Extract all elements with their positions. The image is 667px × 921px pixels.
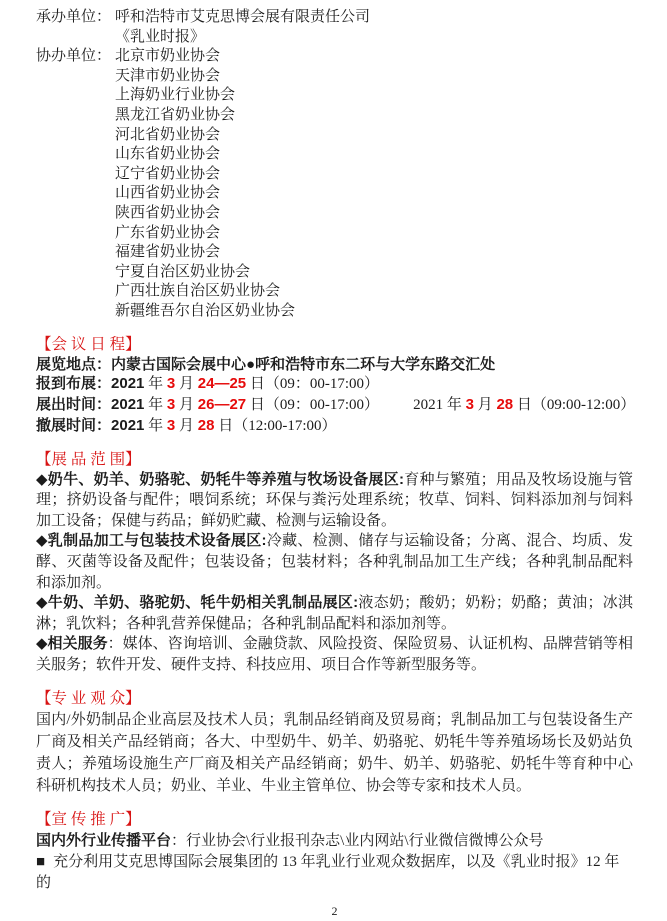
exhibit-item-body: ：媒体、咨询培训、金融贷款、风险投资、保险贸易、认证机构、品牌营销等相关服务；软件开发、硬件支持、科技应用、项目合作等新型服务等。 (36, 636, 633, 674)
venue-label: 展览地点： (36, 355, 112, 373)
date-year: 2021 (111, 416, 145, 434)
venue-text: 内蒙古国际会展中心●呼和浩特市东二环与大学东路交汇处 (111, 355, 496, 373)
audience-body: 国内/外奶制品企业高层及技术人员；乳制品经销商及贸易商；乳制品加工与包装设备生产厂商及相关产品经销商；各大、中型奶牛、奶羊、奶骆驼、奶牦牛等养殖场场长及奶站负责人；养殖场设施生产厂商及相关产品经销商；奶牛、奶羊、奶骆驼、奶牦牛等育种中心科研机构技术人员；奶业、羊业、牛业主管单位、协会等专家和技术人员。 (36, 711, 633, 794)
promotion-platform-line (36, 830, 633, 852)
list-item: 宁夏自治区奶业协会 (115, 263, 251, 280)
promotion-bullet-text: 充分利用艾克思博国际会展集团的 13 年乳业行业观众数据库，以及《乳业时报》12 年的 (36, 853, 620, 891)
audience-header: 【专 业 观 众】 (36, 689, 141, 707)
list-item: 北京市奶业协会 (115, 48, 221, 65)
move-in-label: 报到布展： (36, 375, 112, 393)
list-item: 山东省奶业协会 (115, 146, 221, 163)
undertaker-row (36, 8, 633, 47)
date-text: 日（09:00-12:00） (513, 397, 636, 414)
exhibit-item-lead: ◆乳制品加工与包装技术设备展区: (36, 532, 267, 550)
list-item: 广西壮族自治区奶业协会 (115, 283, 281, 300)
date-days: 28 (197, 416, 215, 434)
list-item: 陕西省奶业协会 (115, 204, 221, 221)
exhibit-item-services (36, 634, 633, 675)
date-text: 月 (175, 397, 198, 414)
schedule-row-show-time (36, 395, 636, 416)
undertaker-newspaper: 《乳业时报》 (115, 28, 206, 45)
exhibit-item-processing (36, 531, 633, 593)
schedule-section (36, 335, 636, 437)
promotion-bullet-line (36, 852, 633, 894)
promotion-section (36, 810, 633, 894)
date-text: 年 (144, 417, 167, 434)
date-text: 年 (144, 397, 167, 414)
schedule-section-header: 【会 议 日 程】 (36, 335, 141, 353)
undertaker-values (115, 8, 633, 47)
list-item: 新疆维吾尔自治区奶业协会 (115, 302, 296, 319)
date-text: 月 (473, 397, 497, 414)
list-item: 辽宁省奶业协会 (115, 165, 221, 182)
show-time-label: 展出时间： (36, 396, 112, 414)
list-item: 上海奶业行业协会 (115, 87, 236, 104)
organizers-block (36, 8, 633, 322)
schedule-row-move-out (36, 416, 633, 437)
co-organizer-row (36, 47, 633, 321)
date-days: 28 (496, 396, 514, 414)
exhibit-item-body: 育种与繁殖；用品及牧场设施与管理；挤奶设备与配件；喂饲系统；环保与粪污处理系统；牧草、饲料、饲料添加剂与饲料加工设备；保健与药品；鲜奶贮藏、检测与运输设备。 (36, 471, 633, 529)
exhibit-item-dairy-products (36, 593, 633, 634)
square-bullet-icon: ■ (36, 853, 46, 870)
platform-label: 国内外行业传播平台 (36, 831, 172, 849)
audience-section (36, 689, 633, 797)
date-year: 2021 (111, 396, 145, 414)
exhibit-item-body: 冷藏、检测、储存与运输设备；分离、混合、均质、发酵、灭菌等设备及配件；包装设备；包装材料；各种乳制品加工生产线；各种乳制品配料和添加剂。 (36, 533, 633, 591)
list-item: 广东省奶业协会 (115, 224, 221, 241)
exhibit-item-lead: ◆奶牛、奶羊、奶骆驼、奶牦牛等养殖与牧场设备展区: (36, 470, 404, 488)
list-item: 福建省奶业协会 (115, 244, 221, 261)
date-month: 3 (166, 396, 176, 414)
exhibit-item-livestock (36, 470, 633, 532)
exhibit-scope-section (36, 450, 633, 676)
exhibit-scope-header: 【展 品 范 围】 (36, 450, 141, 468)
platform-body: ：行业协会\行业报刊杂志\业内网站\行业微信微博公众号 (171, 832, 544, 849)
list-item: 天津市奶业协会 (115, 67, 221, 84)
date-text: 日（09：00-17:00） (246, 397, 380, 414)
co-organizer-label: 协办单位： (36, 48, 112, 65)
page-number: 2 (331, 903, 338, 918)
schedule-row-move-in (36, 374, 633, 395)
list-item: 山西省奶业协会 (115, 185, 221, 202)
venue-row (36, 355, 633, 375)
co-organizer-list (115, 47, 633, 321)
date-month: 3 (465, 396, 474, 414)
promotion-header: 【宣 传 推 广】 (36, 810, 141, 828)
date-text: 月 (175, 417, 198, 434)
date-text: 2021 年 (413, 397, 466, 414)
date-days: 26—27 (197, 396, 247, 414)
exhibit-item-lead: ◆相关服务 (36, 635, 108, 653)
list-item: 黑龙江省奶业协会 (115, 106, 236, 123)
list-item: 河北省奶业协会 (115, 126, 221, 143)
date-month: 3 (166, 375, 176, 393)
date-days: 24—25 (197, 375, 247, 393)
undertaker-company: 呼和浩特市艾克思博会展有限责任公司 (115, 9, 371, 25)
date-text: 年 (144, 376, 167, 393)
exhibit-item-body: 液态奶；酸奶；奶粉；奶酪；黄油；冰淇淋；乳饮料；各种乳营养保健品；各种乳制品配料和添加剂等。 (36, 595, 633, 632)
date-month: 3 (166, 416, 176, 434)
date-text: 日（12:00-17:00） (214, 417, 337, 434)
exhibit-item-lead: ◆牛奶、羊奶、骆驼奶、牦牛奶相关乳制品展区: (36, 594, 359, 612)
move-out-label: 撤展时间： (36, 416, 112, 434)
date-year: 2021 (111, 375, 145, 393)
date-text: 日（09：00-17:00） (246, 376, 380, 393)
date-text: 月 (175, 376, 198, 393)
undertaker-label: 承办单位： (36, 9, 112, 25)
